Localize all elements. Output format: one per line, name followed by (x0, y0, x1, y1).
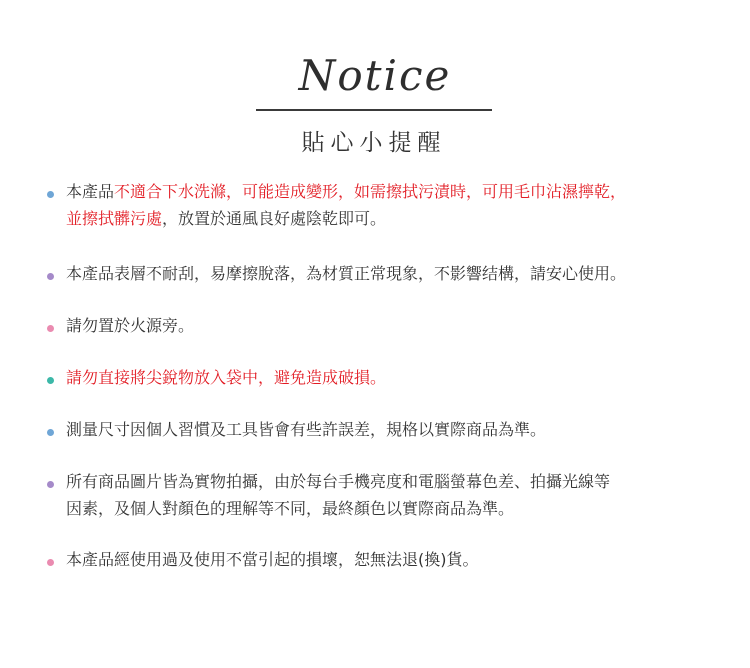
title-divider (256, 109, 492, 111)
bullet-dot-icon (47, 273, 54, 280)
bullet-dot-icon (47, 559, 54, 566)
bullet-dot-icon (47, 481, 54, 488)
bullet-dot-icon (47, 325, 54, 332)
list-item-text (66, 468, 726, 522)
notice-script-title (270, 46, 480, 106)
list-item-line: 因素，及個人對顏色的理解等不同，最終顏色以實際商品為準。 (66, 499, 515, 518)
list-item-line (66, 205, 726, 232)
notice-script-logo (270, 46, 480, 106)
notice-header (0, 0, 750, 170)
list-item-line: 所有商品圖片皆為實物拍攝，由於每台手機亮度和電腦螢幕色差、拍攝光線等 (66, 472, 611, 491)
list-item-text: 請勿直接將尖銳物放入袋中，避免造成破損。 (66, 368, 387, 387)
list-item-text: 請勿置於火源旁。 (66, 316, 195, 335)
list-item-text: 測量尺寸因個人習慣及工具皆會有些許誤差，規格以實際商品為準。 (66, 420, 547, 439)
item-text-plain: ，放置於通風良好處陰乾即可。 (162, 209, 387, 228)
list-item-text: 本產品經使用過及使用不當引起的損壞，恕無法退(換)貨。 (66, 550, 479, 569)
page-subtitle: 貼心小提醒 (301, 130, 447, 156)
bullet-dot-icon (47, 191, 54, 198)
list-item-line (66, 178, 726, 205)
item-text-warning: 並擦拭髒污處 (66, 209, 163, 228)
item-text-warning: 不適合下水洗滌，可能造成變形，如需擦拭污漬時，可用毛巾沾濕擰乾， (114, 182, 627, 201)
list-item-text: 本產品表層不耐刮，易摩擦脫落，為材質正常現象，不影響结構，請安心使用。 (66, 264, 627, 283)
bullet-dot-icon (47, 377, 54, 384)
list-item-text (66, 178, 726, 232)
bullet-dot-icon (47, 429, 54, 436)
notice-script-text: Notice (298, 51, 452, 100)
item-text-plain: 本產品 (66, 182, 115, 201)
